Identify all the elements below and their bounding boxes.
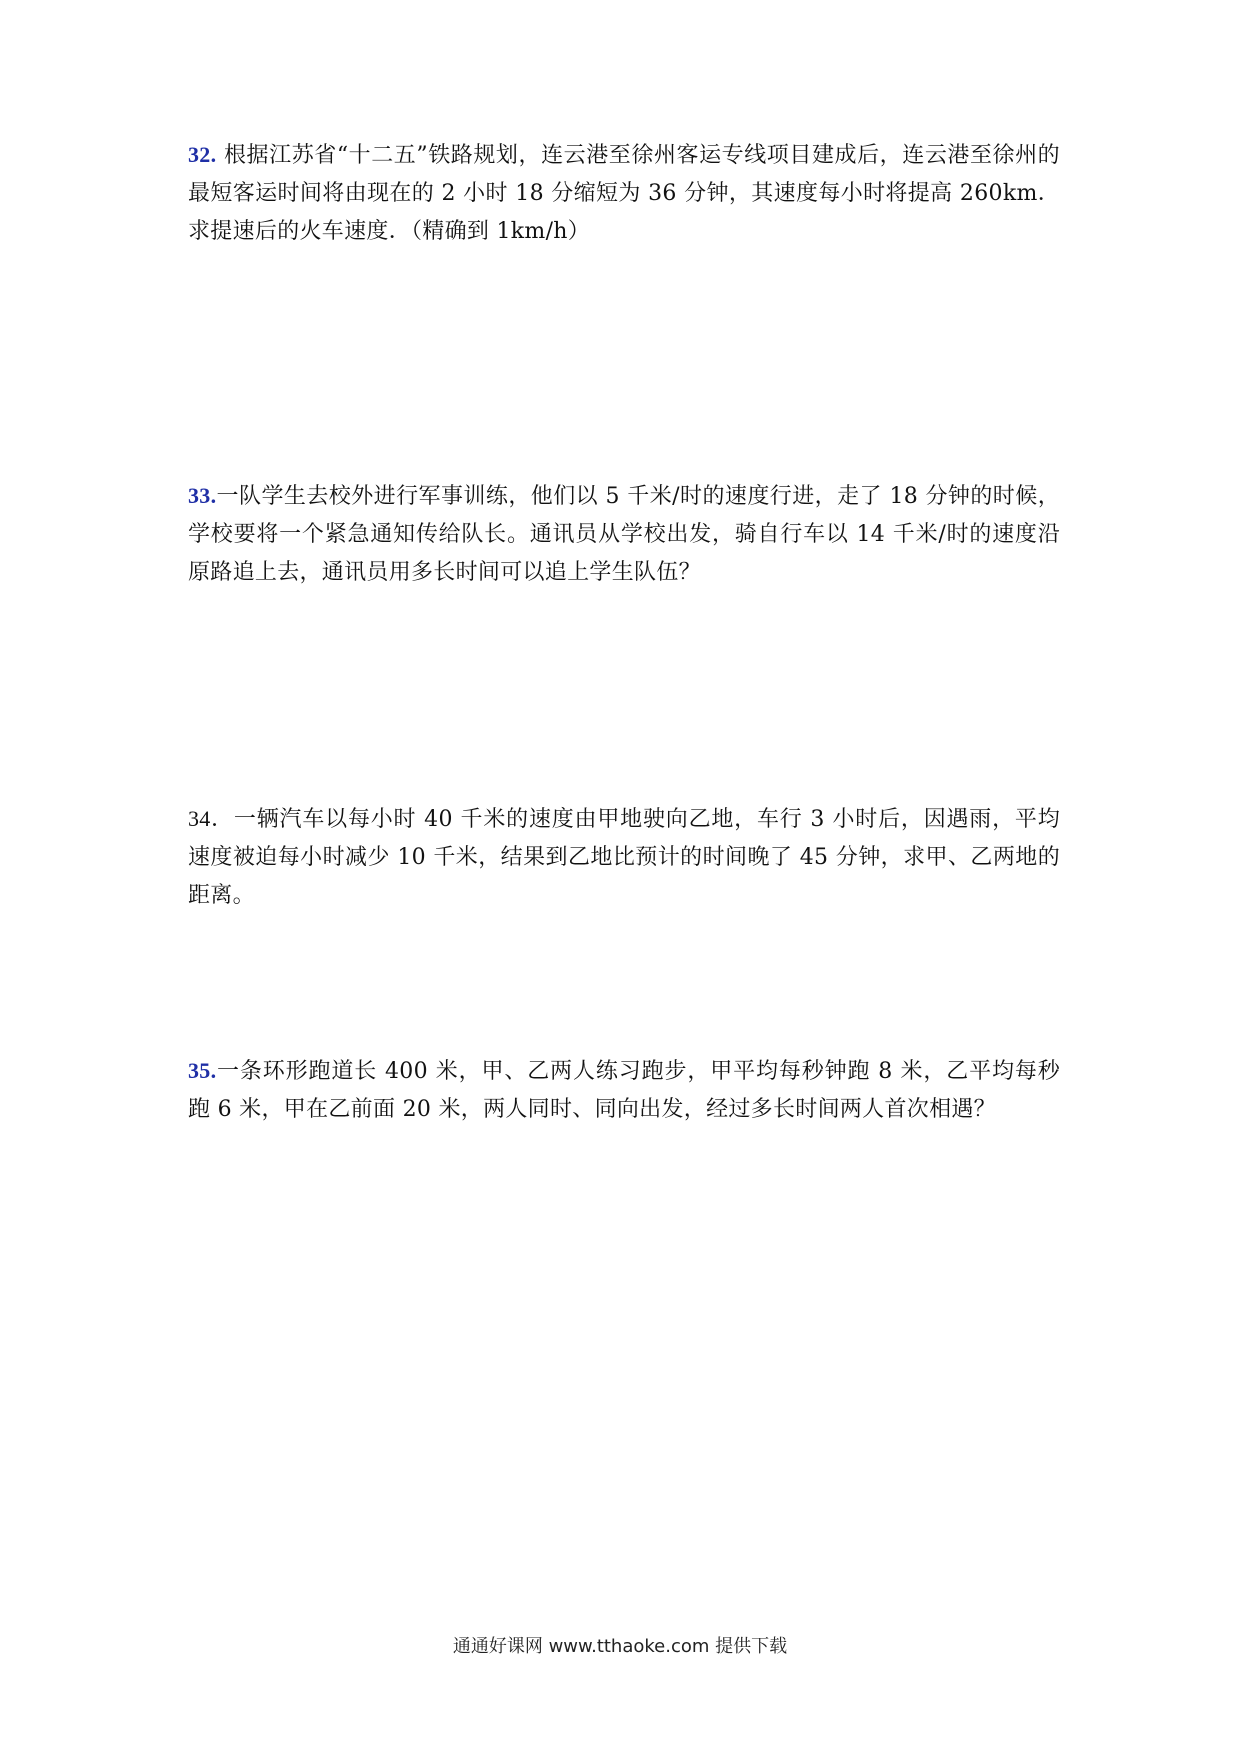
question-number: 35. [188, 1058, 217, 1083]
question-number: 33. [188, 483, 217, 508]
question-text: 根据江苏省“十二五”铁路规划，连云港至徐州客运专线项目建成后，连云港至徐州的最短客运时间将由现在的 2 小时 18 分缩短为 36 分钟，其速度每小时将提高 260km．求提速后的火车速度．（精确到 1km/h） [188, 143, 1060, 244]
question-35 [188, 1052, 1060, 1129]
page-footer: 通通好课网 www.tthaoke.com 提供下载 [452, 1636, 788, 1657]
question-34 [188, 800, 1060, 915]
question-33 [188, 477, 1060, 592]
question-number: 34． [188, 806, 234, 831]
question-32 [188, 136, 1060, 251]
question-text: 一条环形跑道长 400 米，甲、乙两人练习跑步，甲平均每秒钟跑 8 米，乙平均每秒跑 6 米，甲在乙前面 20 米，两人同时、同向出发，经过多长时间两人首次相遇？ [188, 1059, 1060, 1122]
question-number: 32. [188, 142, 217, 167]
question-text: 一辆汽车以每小时 40 千米的速度由甲地驶向乙地，车行 3 小时后，因遇雨，平均速度被迫每小时减少 10 千米，结果到乙地比预计的时间晚了 45 分钟，求甲、乙两地的距离。 [188, 807, 1061, 908]
question-text: 一队学生去校外进行军事训练，他们以 5 千米/时的速度行进，走了 18 分钟的时候，学校要将一个紧急通知传给队长。通讯员从学校出发，骑自行车以 14 千米/时的速度沿原路追上去，通讯员用多长时间可以追上学生队伍？ [188, 484, 1060, 585]
